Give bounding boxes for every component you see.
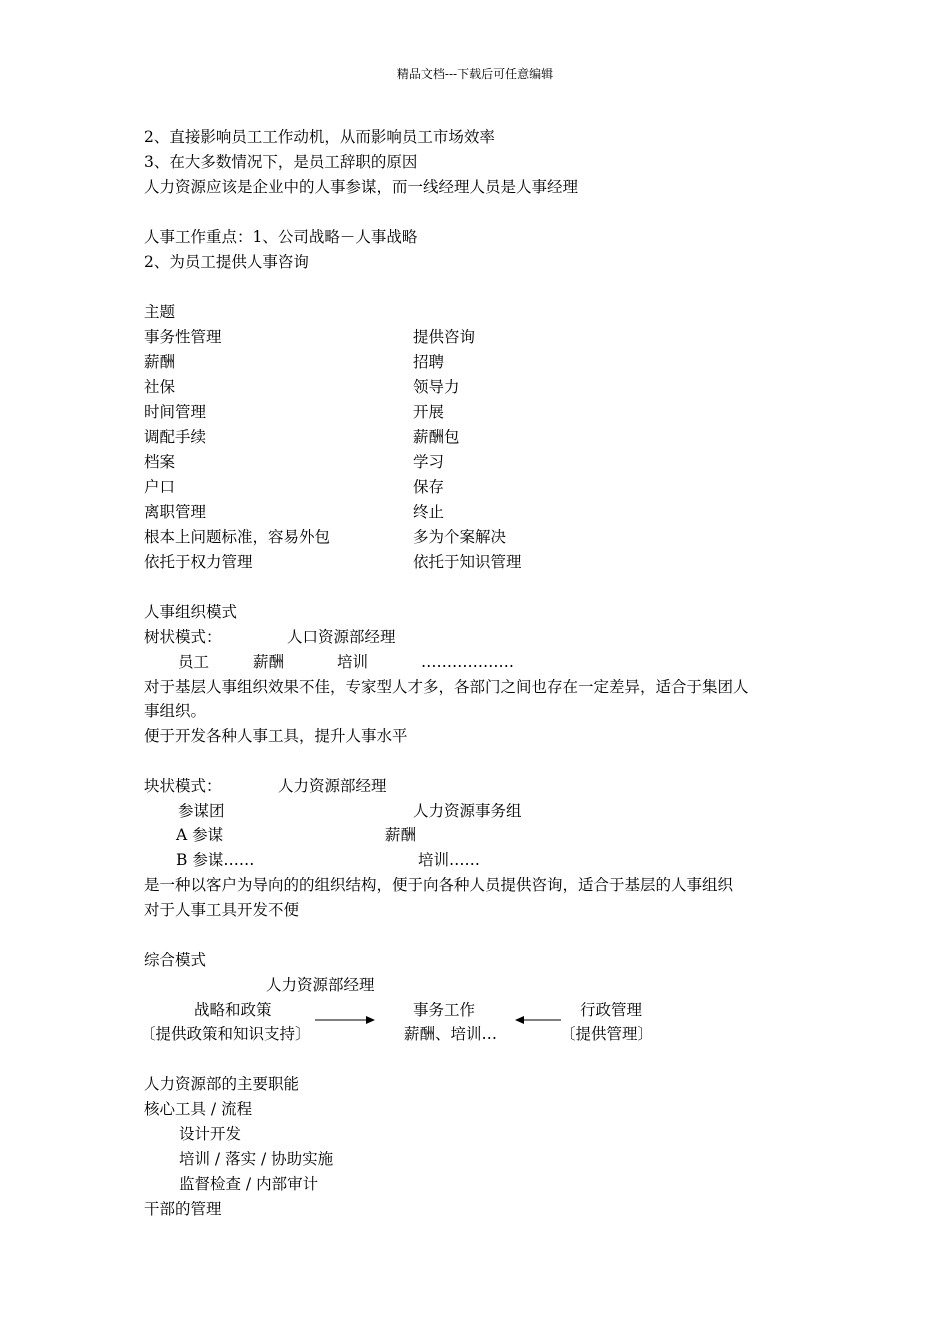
focus-line-2: 2、为员工提供人事咨询 — [144, 253, 309, 271]
tree-root: 人口资源部经理 — [287, 628, 396, 646]
functions-cadre: 干部的管理 — [144, 1200, 222, 1218]
block-left-group: 参谋团 — [178, 802, 225, 820]
topic-right-1: 提供咨询 — [413, 328, 476, 346]
block-left-a: A 参谋 — [176, 826, 224, 844]
functions-heading: 人力资源部的主要职能 — [144, 1075, 300, 1093]
block-root: 人力资源部经理 — [278, 777, 387, 795]
arrow-right-icon — [314, 1013, 376, 1027]
topic-left-2: 薪酬 — [144, 353, 176, 371]
functions-core: 核心工具 / 流程 — [144, 1100, 253, 1118]
topic-left-6: 档案 — [144, 453, 176, 471]
topic-left-1: 事务性管理 — [144, 328, 222, 346]
intro-line-1: 2、直接影响员工工作动机，从而影响员工市场效率 — [144, 128, 495, 146]
intro-line-3: 人力资源应该是企业中的人事参谋，而一线经理人员是人事经理 — [144, 178, 579, 196]
tree-label: 树状模式： — [144, 628, 222, 646]
topic-right-7: 保存 — [413, 478, 445, 496]
topic-right-6: 学习 — [413, 453, 445, 471]
block-desc-1: 是一种以客户为导向的的组织结构，便于向各种人员提供咨询，适合于基层的人事组织 — [144, 876, 734, 894]
topic-heading: 主题 — [144, 303, 176, 321]
tree-child-1: 员工 — [178, 653, 210, 671]
tree-child-ellipsis: ……………… — [421, 653, 514, 671]
topic-right-8: 终止 — [413, 503, 445, 521]
tree-desc-2: 事组织。 — [144, 702, 207, 720]
combo-right-title: 行政管理 — [580, 1001, 643, 1019]
combo-right-sub: 〔提供管理〕 — [560, 1025, 654, 1043]
org-heading: 人事组织模式 — [144, 603, 238, 621]
topic-left-3: 社保 — [144, 378, 176, 396]
tree-desc-3: 便于开发各种人事工具，提升人事水平 — [144, 727, 408, 745]
tree-desc-1: 对于基层人事组织效果不佳，专家型人才多，各部门之间也存在一定差异，适合于集团人 — [144, 678, 749, 696]
block-label: 块状模式： — [144, 777, 222, 795]
topic-right-4: 开展 — [413, 403, 445, 421]
combo-mid-title: 事务工作 — [413, 1001, 476, 1019]
focus-line-1: 人事工作重点：1、公司战略－人事战略 — [144, 228, 418, 246]
tree-child-2: 薪酬 — [253, 653, 285, 671]
block-desc-2: 对于人事工具开发不便 — [144, 901, 300, 919]
functions-item-1: 设计开发 — [179, 1125, 242, 1143]
topic-left-7: 户口 — [144, 478, 176, 496]
combo-label: 综合模式 — [144, 951, 207, 969]
topic-right-10: 依托于知识管理 — [413, 553, 522, 571]
arrow-left-icon — [514, 1013, 562, 1027]
combo-left-title: 战略和政策 — [194, 1001, 272, 1019]
tree-child-3: 培训 — [337, 653, 369, 671]
block-right-b: 培训…… — [418, 851, 481, 869]
intro-line-2: 3、在大多数情况下，是员工辞职的原因 — [144, 153, 418, 171]
block-right-group: 人力资源事务组 — [413, 802, 522, 820]
combo-left-sub: 〔提供政策和知识支持〕 — [140, 1025, 311, 1043]
combo-root: 人力资源部经理 — [266, 976, 375, 994]
topic-left-5: 调配手续 — [144, 428, 207, 446]
topic-right-2: 招聘 — [413, 353, 445, 371]
combo-mid-sub: 薪酬、培训… — [404, 1025, 498, 1043]
topic-left-10: 依托于权力管理 — [144, 553, 253, 571]
functions-item-2: 培训 / 落实 / 协助实施 — [179, 1150, 334, 1168]
topic-right-3: 领导力 — [413, 378, 460, 396]
block-left-b: B 参谋…… — [176, 851, 255, 869]
topic-right-5: 薪酬包 — [413, 428, 460, 446]
topic-right-9: 多为个案解决 — [413, 528, 507, 546]
topic-left-4: 时间管理 — [144, 403, 207, 421]
topic-left-8: 离职管理 — [144, 503, 207, 521]
block-right-a: 薪酬 — [385, 826, 417, 844]
functions-item-3: 监督检查 / 内部审计 — [179, 1175, 319, 1193]
topic-left-9: 根本上问题标准，容易外包 — [144, 528, 331, 546]
page-header: 精品文档---下载后可任意编辑 — [396, 67, 554, 81]
